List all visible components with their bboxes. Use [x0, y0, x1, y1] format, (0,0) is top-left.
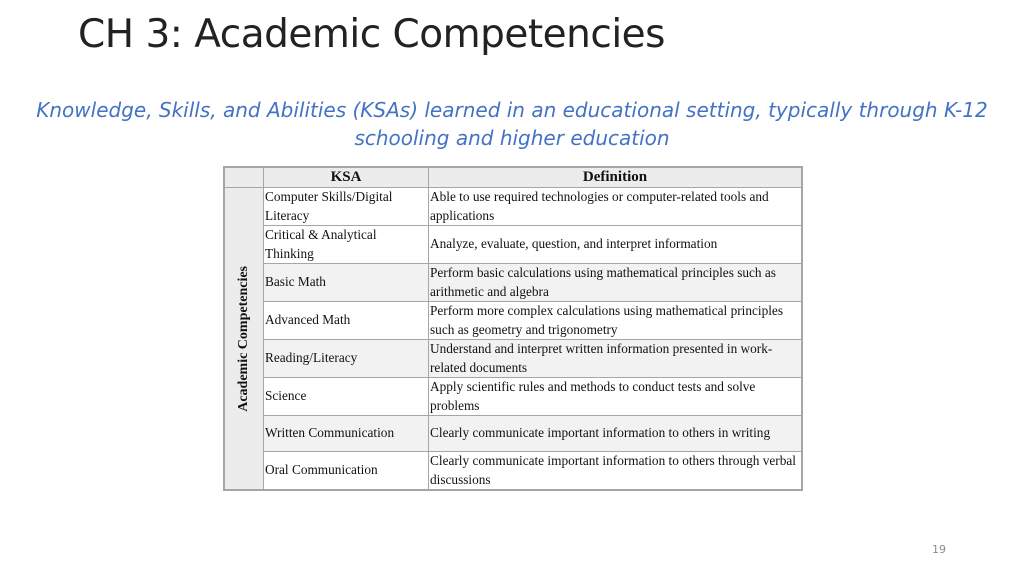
table-row: [224, 264, 802, 302]
group-cell: [224, 188, 264, 491]
ksa-cell: Written Communication: [264, 416, 429, 452]
group-label: Academic Competencies: [235, 265, 251, 412]
definition-cell: Apply scientific rules and methods to conduct tests and solve problems: [429, 378, 803, 416]
ksa-cell: Critical & Analytical Thinking: [264, 226, 429, 264]
definition-cell: Able to use required technologies or computer-related tools and applications: [429, 188, 803, 226]
ksa-cell: Advanced Math: [264, 302, 429, 340]
header-ksa: KSA: [264, 167, 429, 188]
ksa-cell: Reading/Literacy: [264, 340, 429, 378]
page-number: 19: [932, 543, 946, 556]
table-row: [224, 226, 802, 264]
definition-cell: Clearly communicate important information to others in writing: [429, 416, 803, 452]
table-row: [224, 416, 802, 452]
table-row: [224, 302, 802, 340]
table-row: [224, 378, 802, 416]
definition-cell: Perform basic calculations using mathematical principles such as arithmetic and algebra: [429, 264, 803, 302]
slide-title: CH 3: Academic Competencies: [78, 12, 665, 57]
definition-cell: Analyze, evaluate, question, and interpret information: [429, 226, 803, 264]
table-row: [224, 188, 802, 226]
table-row: [224, 340, 802, 378]
table-header-row: [224, 167, 802, 188]
definition-cell: Understand and interpret written information presented in work-related documents: [429, 340, 803, 378]
ksa-table: [223, 166, 803, 491]
ksa-cell: Basic Math: [264, 264, 429, 302]
ksa-cell: Oral Communication: [264, 452, 429, 491]
table-row: [224, 452, 802, 491]
ksa-cell: Science: [264, 378, 429, 416]
definition-cell: Perform more complex calculations using mathematical principles such as geometry and trigonometry: [429, 302, 803, 340]
header-corner-cell: [224, 167, 264, 188]
ksa-cell: Computer Skills/Digital Literacy: [264, 188, 429, 226]
definition-cell: Clearly communicate important information to others through verbal discussions: [429, 452, 803, 491]
header-definition: Definition: [429, 167, 803, 188]
slide-subtitle: Knowledge, Skills, and Abilities (KSAs) learned in an educational setting, typically through K-12 schooling and higher education: [36, 98, 988, 150]
